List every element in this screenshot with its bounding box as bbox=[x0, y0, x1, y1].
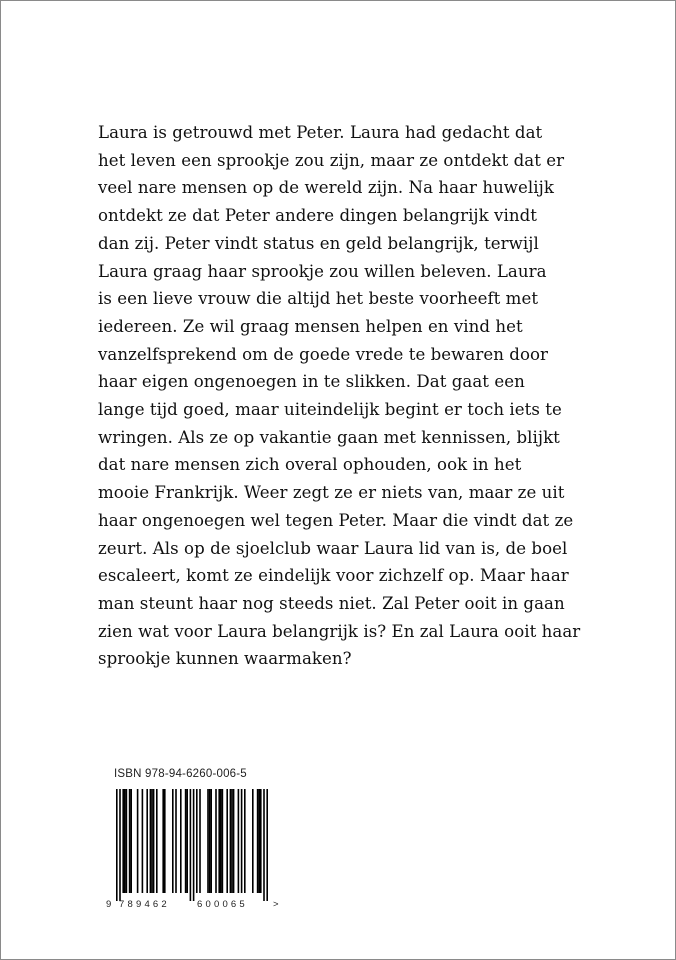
barcode-quiet-mark: > bbox=[273, 899, 279, 910]
barcode-bar bbox=[190, 789, 192, 901]
barcode-bar bbox=[257, 789, 259, 893]
barcode-digits-right: 600065 bbox=[197, 899, 248, 910]
barcode-bar bbox=[142, 789, 144, 893]
barcode-bar bbox=[126, 789, 128, 893]
barcode-bar bbox=[137, 789, 139, 893]
barcode-digit-first: 9 bbox=[106, 899, 112, 910]
barcode-bar bbox=[186, 789, 188, 893]
barcode-bar bbox=[124, 789, 126, 893]
barcode-bar bbox=[260, 789, 262, 893]
barcode-bar bbox=[220, 789, 222, 893]
barcode-bar bbox=[196, 789, 198, 893]
barcode-bar bbox=[185, 789, 187, 893]
barcode-bar bbox=[151, 789, 153, 893]
barcode-bar bbox=[150, 789, 152, 893]
barcode-bar bbox=[153, 789, 155, 893]
barcode-bar bbox=[175, 789, 177, 893]
barcode-bar bbox=[226, 789, 228, 893]
barcode-digits-left: 789462 bbox=[119, 899, 170, 910]
barcode-bar bbox=[172, 789, 174, 893]
barcode-bar bbox=[116, 789, 118, 901]
barcode-bar bbox=[130, 789, 132, 893]
isbn-label: ISBN 978-94-6260-006-5 bbox=[114, 768, 247, 780]
barcode-bar bbox=[233, 789, 235, 893]
barcode-bar bbox=[215, 789, 217, 893]
barcode-bar bbox=[231, 789, 233, 893]
barcode-bar bbox=[162, 789, 164, 893]
barcode-bar bbox=[146, 789, 148, 893]
barcode-bar bbox=[193, 789, 195, 901]
barcode-bar bbox=[164, 789, 166, 893]
barcode-bar bbox=[241, 789, 243, 893]
barcode-bar bbox=[180, 789, 182, 893]
barcode-bar bbox=[209, 789, 211, 893]
barcode-graphic bbox=[105, 785, 281, 911]
barcode-bar bbox=[199, 789, 201, 893]
barcode-bar bbox=[156, 789, 158, 893]
barcode-bar bbox=[218, 789, 220, 893]
barcode-bar bbox=[119, 789, 121, 901]
barcode-bar bbox=[252, 789, 254, 893]
barcode-bar bbox=[129, 789, 131, 893]
barcode-bar bbox=[122, 789, 124, 893]
barcode-bar bbox=[210, 789, 212, 893]
barcode-bar bbox=[266, 789, 268, 901]
barcode bbox=[105, 785, 281, 911]
barcode-bar bbox=[222, 789, 224, 893]
barcode-bar bbox=[263, 789, 265, 901]
barcode-bar bbox=[230, 789, 232, 893]
barcode-bar bbox=[258, 789, 260, 893]
blurb-text: Laura is getrouwd met Peter. Laura had gedacht dat het leven een sprookje zou zijn, maar ze ontdekt dat er veel nare mensen op de wereld zijn. Na haar huwelijk ontdekt ze dat Peter andere dingen belangrijk vindt dan zij. Peter vindt status en geld belangrijk, terwijl Laura graag haar sprookje zou willen beleven. Laura is een lieve vrouw die altijd het beste voorheeft met iedereen. Ze wil graag mensen helpen en vind het vanzelfsprekend om de goede vrede te bewaren door haar eigen ongenoegen in te slikken. Dat gaat een lange tijd goed, maar uiteindelijk begint er toch iets te wringen. Als ze op vakantie gaan met kennissen, blijkt dat nare mensen zich overal ophouden, ook in het mooie Frankrijk. Weer zegt ze er niets van, maar ze uit haar ongenoegen wel tegen Peter. Maar die vindt dat ze zeurt. Als op de sjoelclub waar Laura lid van is, de boel escaleert, komt ze eindelijk voor zichzelf op. Maar haar man steunt haar nog steeds niet. Zal Peter ooit in gaan zien wat voor Laura belangrijk is? En zal Laura ooit haar sprookje kunnen waarmaken? bbox=[98, 123, 581, 669]
barcode-bar bbox=[244, 789, 246, 893]
barcode-bar bbox=[207, 789, 209, 893]
barcode-bar bbox=[238, 789, 240, 893]
